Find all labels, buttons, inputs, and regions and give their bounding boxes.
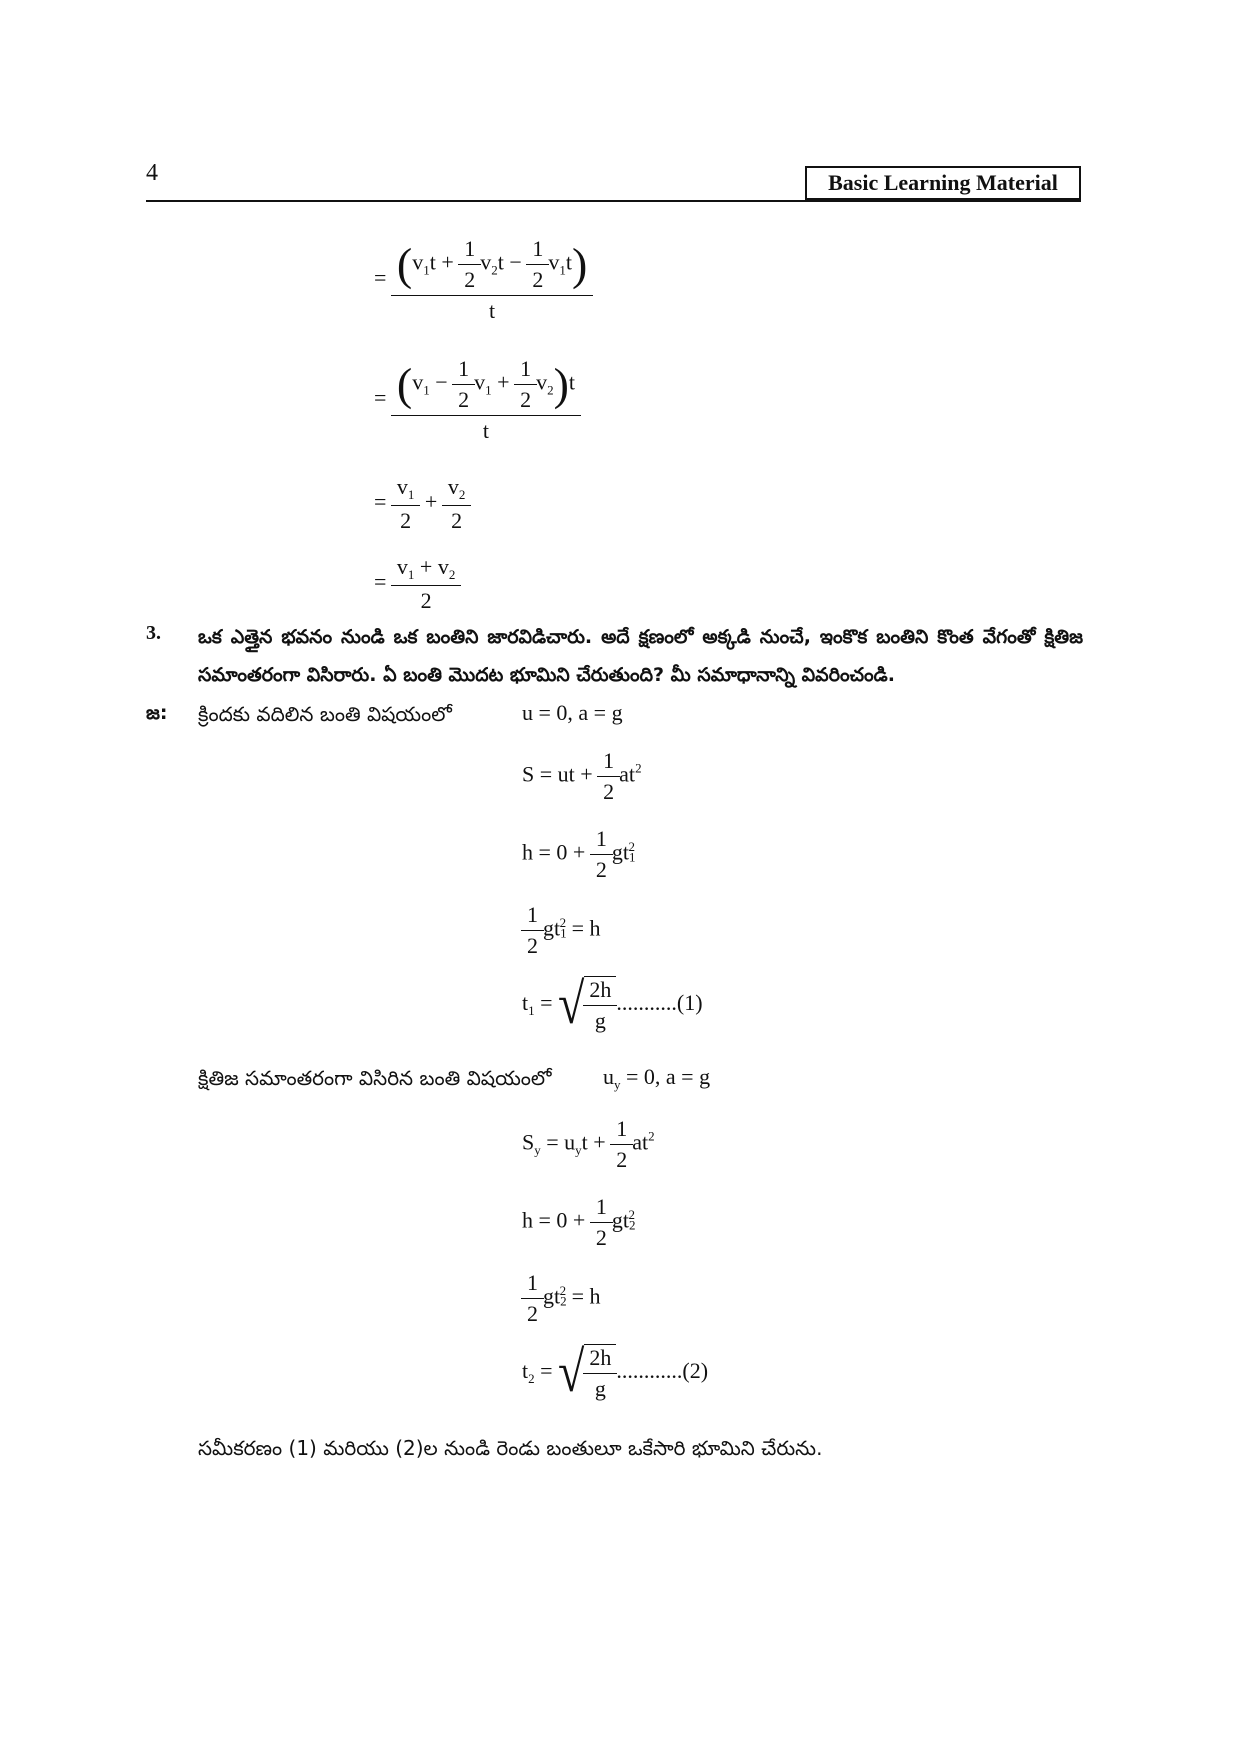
header-title: Basic Learning Material xyxy=(805,166,1081,200)
case1-condition: u = 0, a = g xyxy=(522,700,623,725)
header-divider xyxy=(146,200,1081,202)
equation-t1: $t_1$ = √ $\frac{2h}{g}$ ...........(1) xyxy=(522,972,703,1037)
answer-label: జ: xyxy=(146,702,168,724)
equation-h2: h = 0 + $\frac{1}{2}$ $gt2^2$ xyxy=(522,1194,636,1250)
equation-sy: $S_y = u_yt$ + $\frac{1}{2}$ $at^2$ xyxy=(522,1116,655,1172)
case2-text: క్షితిజ సమాంతరంగా విసిరిన బంతి విషయంలో xyxy=(198,1066,552,1090)
equation-h2-rearranged: $\frac{1}{2}$ $gt2^2 = h$ xyxy=(522,1270,601,1327)
page-number: 4 xyxy=(146,160,158,186)
equation-t2: $t_2$ = √ $\frac{2h}{g}$ ............(2) xyxy=(522,1340,709,1405)
case2-condition-rest: = 0, a = g xyxy=(620,1064,711,1089)
derivation-step-4: = $\frac{v_1 + v_2}{2}$ xyxy=(374,554,460,614)
question-number: 3. xyxy=(146,622,161,644)
equation-1-tag: ...........(1) xyxy=(616,990,703,1016)
equation-h1-rearranged: $\frac{1}{2}$ $gt1^2 = h$ xyxy=(522,902,601,959)
case1-text: క్రిందకు వదిలిన బంతి విషయంలో xyxy=(198,702,452,726)
conclusion-text: సమీకరణం (1) మరియు (2)ల నుండి రెండు బంతులూ ఒకేసారి భూమిని చేరును. xyxy=(198,1436,823,1460)
derivation-step-1: = ($v_1t$ + $\frac{1}{2}$ $v_2t$ − $\frac{1}{2}$ $v_1t$) t xyxy=(374,236,592,324)
derivation-step-2: = ($v_1$ − $\frac{1}{2}$ $v_1$ + $\frac{1}{2}$ $v_2)t$ t xyxy=(374,356,580,444)
case2-condition: $u_y = 0$, a = g xyxy=(603,1064,711,1092)
equation-2-tag: ............(2) xyxy=(616,1358,709,1384)
question-text: ఒక ఎత్తైన భవనం నుండి ఒక బంతిని జారవిడిచారు. అదే క్షణంలో అక్కడి నుంచే, ఇంకొక బంతిని కొంత వేగంతో క్షితిజ సమాంతరంగా విసిరారు. ఏ బంతి మొదట భూమిని చేరుతుంది? మీ సమాధానాన్ని వివరించండి. xyxy=(198,626,1083,686)
equation-s: S = ut + $\frac{1}{2}$ $at^2$ xyxy=(522,748,642,804)
equation-h1: h = 0 + $\frac{1}{2}$ $gt1^2$ xyxy=(522,826,636,882)
derivation-step-3: = $\frac{v_1}{2}$ + $\frac{v_2}{2}$ xyxy=(374,474,470,534)
